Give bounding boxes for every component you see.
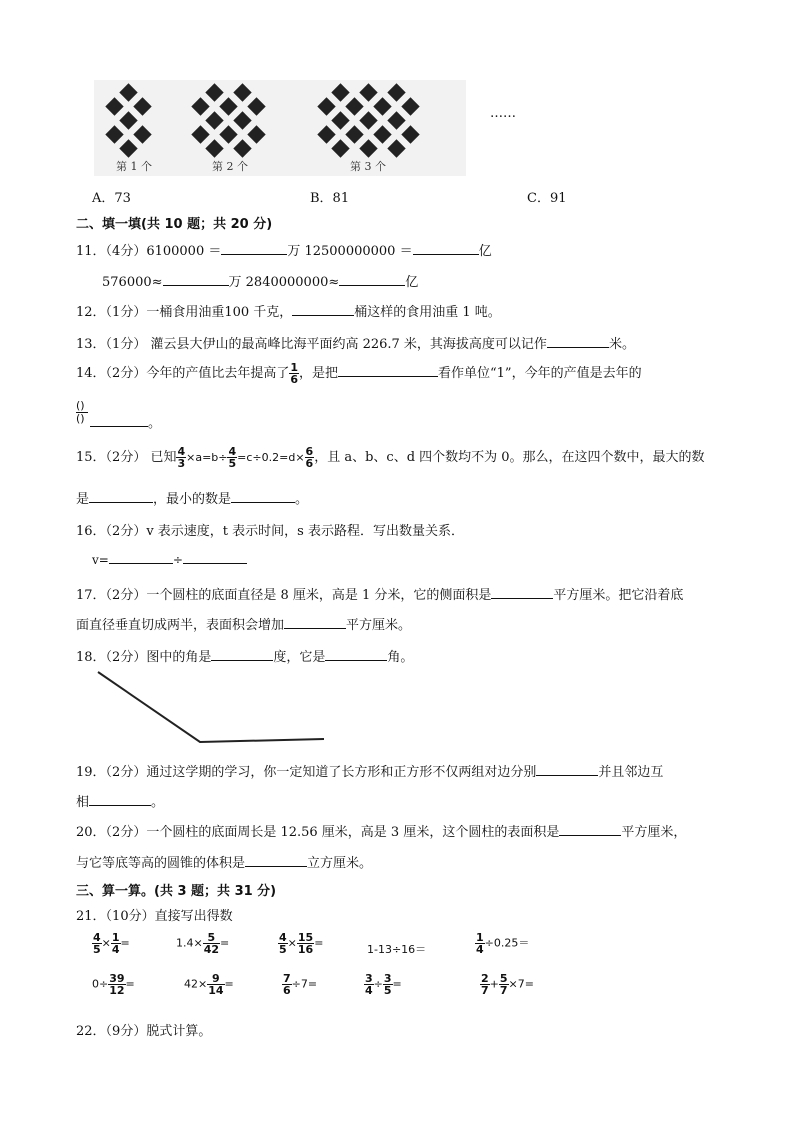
answer-blank[interactable] bbox=[292, 303, 354, 316]
answer-blank[interactable] bbox=[284, 616, 346, 629]
diamond bbox=[373, 125, 391, 143]
q11-text: 万 2840000000≈ bbox=[228, 275, 340, 290]
calc-expr: 1-13÷16＝ bbox=[367, 943, 427, 956]
q17-text: 平方厘米。把它沿着底 bbox=[553, 588, 684, 603]
diamond bbox=[219, 97, 237, 115]
diamond bbox=[233, 83, 251, 101]
q14-text: 看作单位“1”，今年的产值是去年的 bbox=[438, 366, 642, 381]
answer-blank[interactable] bbox=[547, 335, 609, 348]
figure-ellipsis: …… bbox=[490, 106, 516, 121]
answer-blank[interactable] bbox=[183, 551, 247, 564]
q16: 16．（2分）v 表示速度，t 表示时间，s 表示路程．写出数量关系． bbox=[76, 524, 464, 539]
answer-blank[interactable] bbox=[338, 364, 438, 377]
fraction: $\frac{4}{3}$ bbox=[177, 445, 186, 470]
answer-blank[interactable] bbox=[559, 823, 621, 836]
q14-tail bbox=[90, 412, 161, 431]
diamond bbox=[387, 83, 405, 101]
diamond bbox=[345, 125, 363, 143]
q20-line2 bbox=[76, 852, 372, 871]
fraction: $\frac{4}{5}$ bbox=[228, 445, 237, 470]
diamond bbox=[331, 111, 349, 129]
fraction: $\frac{6}{6}$ bbox=[305, 445, 314, 470]
q19-text: 相 bbox=[76, 795, 90, 810]
calc-expr: $\frac{2}{7}$ + $\frac{5}{7}$ ×7= bbox=[481, 972, 534, 997]
answer-blank[interactable] bbox=[211, 648, 273, 661]
diamond bbox=[191, 97, 209, 115]
q13-text: 米。 bbox=[608, 337, 635, 352]
section-3-title: 三、算一算。(共 3 题；共 31 分) bbox=[76, 884, 277, 899]
option-b: B．81 bbox=[310, 191, 350, 206]
q15-text: 15．（2分） 已知 bbox=[76, 450, 177, 465]
calc-expr: 0÷ $\frac{39}{12}$ = bbox=[92, 972, 135, 997]
answer-blank[interactable] bbox=[90, 424, 148, 427]
q14-end: 。 bbox=[148, 416, 162, 431]
diamond bbox=[359, 139, 377, 157]
diamond bbox=[119, 139, 137, 157]
q20-line1 bbox=[76, 821, 686, 840]
q12-text: 12．（1分）一桶食用油重100 千克， bbox=[76, 305, 293, 320]
diamond bbox=[233, 111, 251, 129]
q17-text: 平方厘米。 bbox=[346, 618, 412, 633]
diamond bbox=[191, 125, 209, 143]
q11-line1 bbox=[76, 240, 492, 259]
q19-text: 。 bbox=[151, 795, 165, 810]
q21-title: 21．（10分）直接写出得数 bbox=[76, 909, 233, 924]
diamond bbox=[119, 83, 137, 101]
angle-figure bbox=[90, 666, 330, 750]
diamond bbox=[317, 97, 335, 115]
diamond bbox=[359, 111, 377, 129]
q18 bbox=[76, 646, 413, 665]
answer-blank[interactable] bbox=[221, 242, 287, 255]
q20-text: 与它等底等高的圆锥的体积是 bbox=[76, 856, 246, 871]
q19-line2 bbox=[76, 791, 164, 810]
figure-caption-1: 第 1 个 bbox=[116, 160, 152, 173]
answer-blank[interactable] bbox=[491, 586, 553, 599]
q19-line1 bbox=[76, 761, 663, 780]
q15-text: ，最小的数是 bbox=[153, 492, 232, 507]
diamond bbox=[205, 139, 223, 157]
option-a: A．73 bbox=[92, 191, 131, 206]
q18-text: 18．（2分）图中的角是 bbox=[76, 650, 212, 665]
q11-line2 bbox=[102, 271, 418, 290]
q14-text: 14．（2分）今年的产值比去年提高了 bbox=[76, 366, 290, 381]
diamond bbox=[205, 111, 223, 129]
q15-line1 bbox=[76, 446, 705, 469]
q16-v: v= bbox=[92, 553, 109, 567]
calc-expr: $\frac{4}{5}$ × $\frac{15}{16}$ = bbox=[279, 931, 324, 956]
q12 bbox=[76, 301, 501, 320]
q19-text: 并且邻边互 bbox=[598, 765, 664, 780]
answer-blank[interactable] bbox=[413, 242, 479, 255]
diamond bbox=[219, 125, 237, 143]
diamond bbox=[247, 97, 265, 115]
q13 bbox=[76, 333, 635, 352]
option-c: C．91 bbox=[527, 191, 567, 206]
answer-blank[interactable] bbox=[231, 490, 295, 503]
diamond bbox=[401, 97, 419, 115]
figure-caption-3: 第 3 个 bbox=[350, 160, 386, 173]
paren-bottom: () bbox=[76, 412, 85, 425]
diamond bbox=[247, 125, 265, 143]
diamond bbox=[401, 125, 419, 143]
answer-blank[interactable] bbox=[339, 273, 405, 286]
section-2-title: 二、填一填(共 10 题；共 20 分) bbox=[76, 217, 273, 232]
q18-text: 角。 bbox=[387, 650, 414, 665]
diamond bbox=[105, 97, 123, 115]
answer-blank[interactable] bbox=[325, 648, 387, 661]
q15-expr: =c÷0.2=d× bbox=[237, 451, 305, 464]
diamond bbox=[331, 83, 349, 101]
calc-expr: $\frac{1}{4}$ ÷0.25＝ bbox=[476, 931, 530, 956]
q11-text: 11．（4分）6100000 ＝ bbox=[76, 244, 222, 259]
q13-text: 13．（1分） 灌云县大伊山的最高峰比海平面约高 226.7 米，其海拔高度可以记作 bbox=[76, 337, 547, 352]
answer-blank[interactable] bbox=[245, 854, 307, 867]
diamond bbox=[119, 111, 137, 129]
q19-text: 19．（2分）通过这学期的学习，你一定知道了长方形和正方形不仅两组对边分别 bbox=[76, 765, 537, 780]
answer-blank[interactable] bbox=[89, 793, 151, 806]
diamond bbox=[359, 83, 377, 101]
answer-blank[interactable] bbox=[109, 551, 173, 564]
q14 bbox=[76, 362, 642, 385]
diamond bbox=[387, 111, 405, 129]
q18-text: 度，它是 bbox=[273, 650, 326, 665]
answer-blank[interactable] bbox=[89, 490, 153, 503]
paren-top: () bbox=[76, 400, 88, 413]
diamond bbox=[105, 125, 123, 143]
diamond bbox=[205, 83, 223, 101]
q11-text: 亿 bbox=[405, 275, 419, 290]
answer-blank[interactable] bbox=[163, 273, 229, 286]
q16-formula bbox=[92, 551, 247, 567]
q14-fraction-answer bbox=[76, 400, 88, 425]
q17-line1 bbox=[76, 584, 683, 603]
q17-text: 面直径垂直切成两半，表面积会增加 bbox=[76, 618, 285, 633]
calc-expr: $\frac{4}{5}$ × $\frac{1}{4}$ = bbox=[93, 931, 130, 956]
figure-caption-2: 第 2 个 bbox=[212, 160, 248, 173]
calc-expr: $\frac{7}{6}$ ÷7= bbox=[283, 972, 318, 997]
q11-text: 万 12500000000 ＝ bbox=[287, 244, 413, 259]
q15-text: ，且 a、b、c、d 四个数均不为 0。那么，在这四个数中，最大的数 bbox=[314, 450, 705, 465]
diamond bbox=[133, 97, 151, 115]
q12-text: 桶这样的食用油重 1 吨。 bbox=[354, 305, 501, 320]
q15-text: 。 bbox=[295, 492, 309, 507]
diamond bbox=[133, 125, 151, 143]
q15-text: 是 bbox=[76, 492, 90, 507]
q15-line2 bbox=[76, 488, 308, 507]
pattern-figure bbox=[94, 80, 466, 176]
q20-text: 20．（2分）一个圆柱的底面周长是 12.56 厘米，高是 3 厘米，这个圆柱的表面积是 bbox=[76, 825, 560, 840]
q20-text: 立方厘米。 bbox=[307, 856, 373, 871]
fraction: $\frac{1}{6}$ bbox=[290, 361, 298, 386]
q11-text: 亿 bbox=[478, 244, 492, 259]
diamond bbox=[387, 139, 405, 157]
diamond bbox=[373, 97, 391, 115]
q22-title: 22．（9分）脱式计算。 bbox=[76, 1024, 212, 1039]
q17-text: 17．（2分）一个圆柱的底面直径是 8 厘米，高是 1 分米，它的侧面积是 bbox=[76, 588, 492, 603]
answer-blank[interactable] bbox=[536, 763, 598, 776]
q17-line2 bbox=[76, 614, 411, 633]
q16-div: ÷ bbox=[172, 553, 183, 567]
q14-text: ，是把 bbox=[298, 366, 338, 381]
q15-expr: ×a=b÷ bbox=[186, 451, 228, 464]
calc-expr: 1.4× $\frac{5}{42}$ = bbox=[176, 931, 230, 956]
calc-expr: $\frac{3}{4}$ ÷ $\frac{3}{5}$ = bbox=[365, 972, 402, 997]
q20-text: 平方厘米， bbox=[621, 825, 687, 840]
diamond bbox=[317, 125, 335, 143]
calc-expr: 42× $\frac{9}{14}$ = bbox=[184, 972, 234, 997]
diamond bbox=[331, 139, 349, 157]
diamond bbox=[345, 97, 363, 115]
diamond bbox=[233, 139, 251, 157]
q11-text: 576000≈ bbox=[102, 275, 163, 290]
